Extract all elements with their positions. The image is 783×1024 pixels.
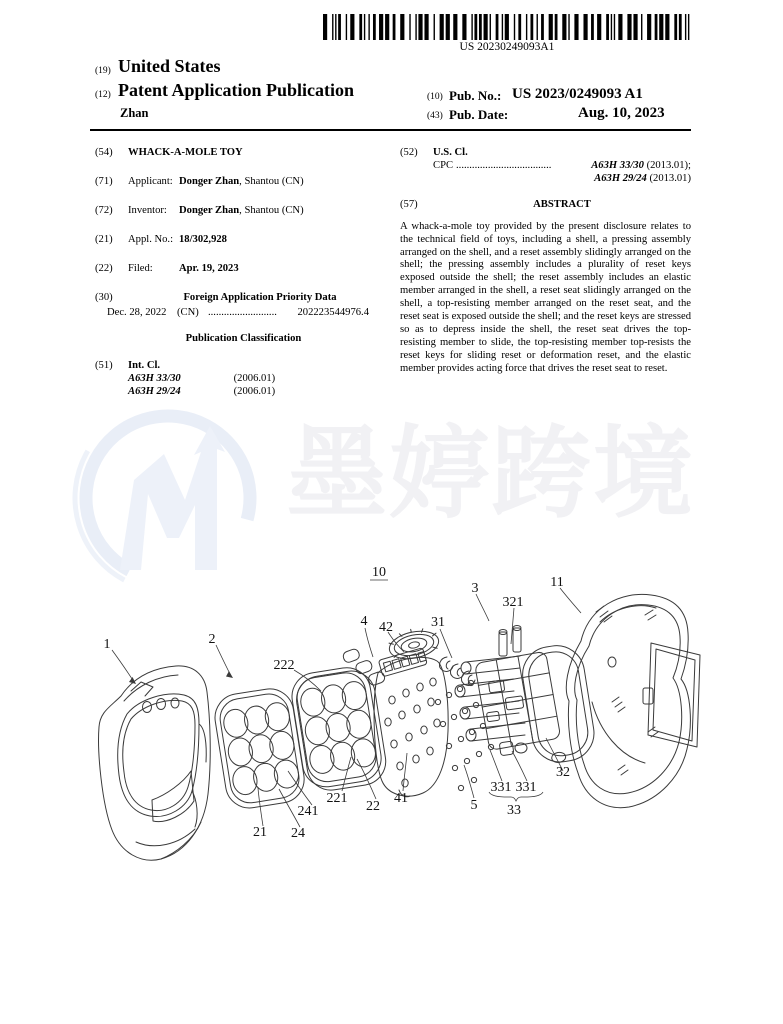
pub-date-label: Pub. Date: <box>449 107 509 122</box>
figure-label-321: 321 <box>502 595 524 610</box>
int-cl-entry <box>128 386 392 399</box>
cpc-entry-class: A63H 33/30 <box>591 159 644 171</box>
applicant-suffix: , Shantou (CN) <box>239 175 304 187</box>
applicant-label: Applicant: <box>128 175 173 187</box>
figure-label-33: 33 <box>507 803 521 818</box>
figure-part-back-shell <box>566 594 700 807</box>
us-cl-code: (52) <box>400 147 418 158</box>
title-row <box>95 147 392 160</box>
country-name: United States <box>118 56 221 76</box>
priority-country: (CN) <box>177 306 199 318</box>
figure-label-241: 241 <box>297 804 319 819</box>
priority-number: 202223544976.4 <box>297 306 369 318</box>
cpc-leader-dots: .................................... <box>456 159 552 171</box>
figure-part-reset-keys <box>342 642 427 691</box>
invention-title: WHACK-A-MOLE TOY <box>128 147 243 158</box>
applicant-name: Donger Zhan <box>179 175 240 187</box>
abstract-heading: ABSTRACT <box>533 198 591 210</box>
pub-date-value: Aug. 10, 2023 <box>578 105 665 121</box>
filed-value: Apr. 19, 2023 <box>179 262 239 274</box>
figure-label-5: 5 <box>470 798 478 813</box>
barcode <box>323 14 691 41</box>
filed-code: (22) <box>95 262 113 274</box>
int-cl-code: (51) <box>95 360 113 372</box>
figure-part-reset-seat <box>519 642 598 766</box>
filed-label: Filed: <box>128 262 153 274</box>
applicant-surname: Zhan <box>120 106 149 120</box>
cpc-entry-class: A63H 29/24 <box>594 172 647 184</box>
title-code: (54) <box>95 147 113 158</box>
pub-no-value: US 2023/0249093 A1 <box>512 86 643 102</box>
priority-leader-dots: .......................... <box>208 306 277 318</box>
int-cl-entry <box>128 373 392 386</box>
figure-part-reset-mechanism <box>455 626 561 756</box>
publication-classification-heading: Publication Classification <box>185 333 302 345</box>
appl-no-code: (21) <box>95 233 113 245</box>
inventor-row <box>95 205 392 218</box>
inventor-code: (72) <box>95 204 113 216</box>
figure-label-21: 21 <box>253 825 267 840</box>
us-cl-row <box>400 147 691 160</box>
figure-label-221: 221 <box>326 791 348 806</box>
inventor-suffix: , Shantou (CN) <box>239 204 304 216</box>
inventor-label: Inventor: <box>128 204 167 216</box>
us-cl-label: U.S. Cl. <box>433 147 468 158</box>
priority-code: (30) <box>95 291 113 303</box>
figure-label-4: 4 <box>360 614 368 629</box>
abstract-heading-row <box>400 199 691 212</box>
inventor-name: Donger Zhan <box>179 204 240 216</box>
appl-no-value: 18/302,928 <box>179 233 227 245</box>
publication-type: Patent Application Publication <box>118 80 355 100</box>
filed-row <box>95 263 392 276</box>
priority-heading: Foreign Application Priority Data <box>183 291 337 303</box>
applicant-code: (71) <box>95 175 113 187</box>
figure-label-24: 24 <box>291 826 305 841</box>
abstract-text: A whack-a-mole toy provided by the present disclosure relates to the technical field of toys, including a shell, a pressing assembly arranged on the shell, and a reset assembly slidingly arranged on the shell; the pressing assembly includes a plurality of reset keys exposed outside the shell; the reset assembly includes an elastic member arranged in the shell, a reset seat slidingly arranged on the shell, a top-resisting member arranged on the reset seat, and the reset seat is exposed outside the shell; and the reset keys are stressed so as to depress inside the shell, the reset seat drives the top-resisting member to slide, the top-resisting member top-resists the reset keys for sliding reset or deformation reset, and the elastic member provides acting force that drives the reset seat to reset. <box>400 220 691 374</box>
figure-label-11: 11 <box>550 575 564 590</box>
priority-data-row <box>107 307 369 320</box>
figure-number: 10 <box>372 565 386 580</box>
pub-date-code: (43) <box>427 111 443 121</box>
figure-label-2: 2 <box>208 632 216 647</box>
appl-no-label: Appl. No.: <box>128 233 174 245</box>
cpc-row-2 <box>400 173 691 186</box>
int-cl-label: Int. Cl. <box>128 360 161 372</box>
figure-label-41: 41 <box>394 791 408 806</box>
figure-label-331a: 331 <box>490 780 512 795</box>
bibliographic-right-column <box>400 147 691 376</box>
patent-figure <box>0 540 783 885</box>
figure-label-32: 32 <box>556 765 570 780</box>
cpc-entry-version: (2013.01) <box>649 172 691 184</box>
figure-label-3: 3 <box>471 581 479 596</box>
figure-label-1: 1 <box>103 637 111 652</box>
figure-part-front-shell <box>99 666 211 860</box>
int-cl-entry-version: (2006.01) <box>233 373 276 385</box>
barcode-number: US 20230249093A1 <box>459 41 555 53</box>
figure-label-222: 222 <box>273 658 295 673</box>
figure-part-circuit-plate <box>374 657 448 796</box>
cpc-row <box>433 160 691 173</box>
figure-label-42: 42 <box>379 620 393 635</box>
priority-date: Dec. 28, 2022 <box>107 306 167 318</box>
figure-label-331b: 331 <box>515 780 537 795</box>
int-cl-entry-version: (2006.01) <box>233 386 276 398</box>
abstract-code: (57) <box>400 198 418 210</box>
pub-no-label: Pub. No.: <box>449 88 502 103</box>
cpc-entry-version: (2013.01); <box>646 159 691 171</box>
figure-label-31: 31 <box>431 615 445 630</box>
cpc-label: CPC <box>433 159 454 171</box>
int-cl-entry-class: A63H 33/30 <box>128 373 181 385</box>
header-divider <box>90 129 691 131</box>
pub-no-code: (10) <box>427 92 443 102</box>
kind-code-12: (12) <box>95 90 111 100</box>
priority-heading-row <box>95 292 392 305</box>
watermark-chinese-text: 墨婷跨境 <box>287 415 695 532</box>
bibliographic-left-column <box>95 147 392 399</box>
appl-no-row <box>95 234 392 247</box>
int-cl-entry-class: A63H 29/24 <box>128 386 181 398</box>
applicant-row <box>95 176 392 189</box>
figure-label-22: 22 <box>366 799 380 814</box>
int-cl-row <box>95 360 392 373</box>
kind-code-19: (19) <box>95 66 111 76</box>
